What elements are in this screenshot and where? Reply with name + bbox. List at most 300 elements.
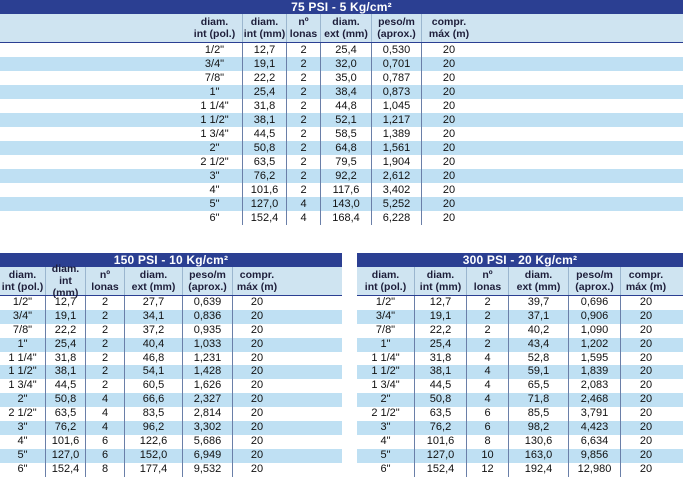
table-cell: 52,1: [321, 113, 372, 127]
table-cell: 2: [467, 338, 509, 352]
table-cell: 6: [467, 407, 509, 421]
table-cell: 6": [0, 463, 46, 477]
column-header: [187, 14, 243, 42]
table-cell: 1,904: [372, 155, 422, 169]
table-cell: 3": [187, 169, 243, 183]
table-row: [0, 324, 342, 338]
column-header: [125, 267, 183, 295]
table-cell: 152,4: [415, 463, 467, 477]
table-cell: 85,5: [509, 407, 569, 421]
table-row: [357, 463, 683, 477]
table-row: [0, 211, 683, 225]
table-row: [357, 449, 683, 463]
table-cell: 31,8: [415, 352, 467, 366]
table-cell: 12,7: [46, 296, 86, 310]
table-cell: 1,033: [183, 338, 233, 352]
table-cell: 6": [357, 463, 415, 477]
table-cell: 9,532: [183, 463, 233, 477]
table-cell: 127,0: [243, 197, 287, 211]
table-cell: 25,4: [321, 43, 372, 57]
column-header-line: peso/m: [189, 269, 226, 281]
table-row: [357, 435, 683, 449]
column-header: [243, 14, 287, 42]
table-cell: 39,7: [509, 296, 569, 310]
table-cell: 6,949: [183, 449, 233, 463]
column-header: [621, 267, 671, 295]
table-row: [0, 169, 683, 183]
table-cell: 63,5: [415, 407, 467, 421]
table-cell: 2: [287, 155, 321, 169]
table-cell: 1 3/4": [0, 379, 46, 393]
column-header-line: compr.: [431, 16, 467, 28]
table-cell: 4: [467, 365, 509, 379]
table-row: [0, 393, 342, 407]
table-cell: 152,0: [125, 449, 183, 463]
table-cell: 12: [467, 463, 509, 477]
table-row: [0, 352, 342, 366]
table-header: [0, 14, 683, 43]
column-header-line: compr.: [239, 269, 275, 281]
column-header-line: compr.: [628, 269, 664, 281]
table-cell: 0,836: [183, 310, 233, 324]
table-cell: 22,2: [46, 324, 86, 338]
table-cell: 3,791: [569, 407, 621, 421]
table-cell: 44,5: [46, 379, 86, 393]
table-cell: 2: [287, 57, 321, 71]
table-cell: 2 1/2": [187, 155, 243, 169]
table-cell: 20: [639, 296, 653, 308]
table-row: [0, 421, 342, 435]
table-cell: 1 1/4": [0, 352, 46, 366]
table-cell: 20: [442, 58, 456, 70]
table-cell: 20: [442, 156, 456, 168]
table-cell: 152,4: [46, 463, 86, 477]
table-cell: 6,634: [569, 435, 621, 449]
table-cell: 20: [250, 407, 264, 420]
table-cell: 3/4": [357, 310, 415, 324]
table-cell: 3,302: [183, 421, 233, 435]
table-cell: 2: [287, 113, 321, 127]
table-cell: 12,980: [569, 463, 621, 477]
table-cell: 27,7: [125, 296, 183, 310]
table-cell: 1 1/2": [357, 365, 415, 379]
table-row: [0, 365, 342, 379]
table-cell: 1/2": [187, 43, 243, 57]
table-cell: 101,6: [243, 183, 287, 197]
column-header-line: nº: [298, 16, 309, 28]
table-cell: 20: [250, 421, 264, 434]
table-cell: 5": [187, 197, 243, 211]
table-row: [0, 463, 342, 477]
table-cell: 2: [86, 352, 125, 366]
table-cell: 20: [442, 198, 456, 210]
table-cell: 2: [287, 183, 321, 197]
table-cell: 20: [639, 365, 653, 378]
table-header: [357, 267, 683, 296]
table-cell: 101,6: [415, 435, 467, 449]
table-cell: 40,2: [509, 324, 569, 338]
column-header: [422, 14, 476, 42]
table-cell: 2: [467, 296, 509, 310]
table-cell: 101,6: [46, 435, 86, 449]
table-cell: 44,5: [415, 379, 467, 393]
table-cell: 1 1/2": [0, 365, 46, 379]
table-cell: 2,814: [183, 407, 233, 421]
table-row: [0, 57, 683, 71]
column-header-line: int (mm): [52, 275, 79, 299]
table-cell: 4,423: [569, 421, 621, 435]
table-cell: 0,701: [372, 57, 422, 71]
table-cell: 2,327: [183, 393, 233, 407]
table-cell: 71,8: [509, 393, 569, 407]
table-cell: 25,4: [243, 85, 287, 99]
table-row: [357, 296, 683, 310]
table-cell: 7/8": [187, 71, 243, 85]
table-cell: 43,4: [509, 338, 569, 352]
table-cell: 1 1/4": [357, 352, 415, 366]
table-cell: 2: [86, 365, 125, 379]
column-header-line: (aprox.): [188, 281, 227, 293]
table-cell: 2": [357, 393, 415, 407]
table-cell: 2: [287, 43, 321, 57]
table-cell: 65,5: [509, 379, 569, 393]
table-cell: 37,1: [509, 310, 569, 324]
table-cell: 19,1: [415, 310, 467, 324]
column-header-line: máx (m): [625, 281, 667, 293]
table-cell: 2 1/2": [0, 407, 46, 421]
column-header-line: diam.: [139, 269, 168, 281]
table-cell: 4: [467, 379, 509, 393]
table-cell: 76,2: [243, 169, 287, 183]
table-cell: 3": [0, 421, 46, 435]
table-cell: 177,4: [125, 463, 183, 477]
table-cell: 1": [187, 85, 243, 99]
table-cell: 12,7: [243, 43, 287, 57]
table-cell: 3": [357, 421, 415, 435]
table-150-psi: [0, 253, 342, 477]
table-cell: 20: [442, 44, 456, 56]
table-row: [0, 407, 342, 421]
table-cell: 1,428: [183, 365, 233, 379]
table-cell: 60,5: [125, 379, 183, 393]
column-header-line: diam.: [371, 269, 400, 281]
column-header: [415, 267, 467, 295]
table-cell: 79,5: [321, 155, 372, 169]
table-cell: 20: [639, 434, 653, 447]
table-cell: 127,0: [415, 449, 467, 463]
table-cell: 2: [86, 338, 125, 352]
column-header: [509, 267, 569, 295]
table-cell: 4: [467, 352, 509, 366]
table-cell: 20: [250, 337, 264, 350]
table-cell: 19,1: [46, 310, 86, 324]
table-cell: 4": [0, 435, 46, 449]
table-cell: 1,231: [183, 352, 233, 366]
table-cell: 6: [467, 421, 509, 435]
table-cell: 20: [639, 323, 653, 336]
table-cell: 7/8": [0, 324, 46, 338]
table-cell: 2: [86, 310, 125, 324]
table-cell: 20: [250, 365, 264, 378]
table-cell: 83,5: [125, 407, 183, 421]
table-row: [0, 296, 342, 310]
table-row: [0, 197, 683, 211]
table-cell: 1/2": [0, 296, 46, 310]
table-cell: 1": [0, 338, 46, 352]
table-cell: 96,2: [125, 421, 183, 435]
column-header: [86, 267, 125, 295]
table-row: [357, 393, 683, 407]
table-cell: 4: [86, 393, 125, 407]
table-row: [0, 85, 683, 99]
table-title: 75 PSI - 5 Kg/cm²: [0, 0, 683, 14]
table-cell: 46,8: [125, 352, 183, 366]
table-cell: 20: [250, 379, 264, 392]
table-cell: 20: [639, 407, 653, 420]
table-cell: 1,389: [372, 127, 422, 141]
column-header: [287, 14, 321, 42]
column-header: [0, 267, 46, 295]
table-row: [0, 310, 342, 324]
table-cell: 9,856: [569, 449, 621, 463]
table-cell: 0,530: [372, 43, 422, 57]
table-row: [0, 183, 683, 197]
table-row: [357, 365, 683, 379]
column-header-line: (aprox.): [377, 28, 416, 40]
table-cell: 1,839: [569, 365, 621, 379]
table-cell: 2: [287, 141, 321, 155]
table-cell: 1,202: [569, 338, 621, 352]
table-cell: 10: [467, 449, 509, 463]
table-cell: 1 3/4": [187, 127, 243, 141]
table-cell: 1,217: [372, 113, 422, 127]
column-header-line: int (mm): [419, 281, 462, 293]
table-row: [357, 310, 683, 324]
table-cell: 122,6: [125, 435, 183, 449]
table-cell: 2: [86, 296, 125, 310]
table-cell: 20: [639, 309, 653, 322]
table-cell: 143,0: [321, 197, 372, 211]
table-cell: 50,8: [243, 141, 287, 155]
column-header-line: ext (mm): [131, 281, 176, 293]
column-header-line: int (pol.): [1, 281, 44, 293]
table-cell: 1 1/4": [187, 99, 243, 113]
table-cell: 3/4": [0, 310, 46, 324]
table-cell: 0,873: [372, 85, 422, 99]
column-header-line: lonas: [473, 281, 502, 293]
table-cell: 25,4: [415, 338, 467, 352]
column-header-line: diam.: [426, 269, 455, 281]
table-cell: 4": [187, 183, 243, 197]
column-header: [357, 267, 415, 295]
table-cell: 20: [250, 351, 264, 364]
column-header-line: diam.: [8, 269, 37, 281]
table-cell: 0,935: [183, 324, 233, 338]
table-cell: 4: [86, 421, 125, 435]
table-cell: 2: [287, 127, 321, 141]
table-row: [357, 352, 683, 366]
table-cell: 5,252: [372, 197, 422, 211]
table-cell: 58,5: [321, 127, 372, 141]
column-header-line: diam.: [250, 16, 279, 28]
table-cell: 2 1/2": [357, 407, 415, 421]
table-cell: 20: [442, 184, 456, 196]
column-header: [467, 267, 509, 295]
table-cell: 54,1: [125, 365, 183, 379]
column-header: [372, 14, 422, 42]
table-cell: 2: [86, 379, 125, 393]
table-cell: 4: [86, 407, 125, 421]
table-75-psi: [0, 0, 683, 225]
column-header-line: lonas: [289, 28, 318, 40]
column-header-line: (aprox.): [575, 281, 614, 293]
table-cell: 163,0: [509, 449, 569, 463]
table-cell: 4: [467, 393, 509, 407]
table-cell: 20: [442, 72, 456, 84]
table-cell: 6: [86, 449, 125, 463]
table-row: [0, 379, 342, 393]
table-row: [357, 407, 683, 421]
column-header-line: diam.: [51, 263, 80, 275]
table-cell: 20: [442, 142, 456, 154]
table-row: [357, 338, 683, 352]
table-row: [357, 379, 683, 393]
column-header-line: máx (m): [428, 28, 470, 40]
table-cell: 44,5: [243, 127, 287, 141]
table-row: [0, 43, 683, 57]
table-cell: 20: [250, 448, 264, 461]
column-header-line: diam.: [332, 16, 360, 28]
table-cell: 0,696: [569, 296, 621, 310]
table-row: [0, 435, 342, 449]
table-cell: 52,8: [509, 352, 569, 366]
table-cell: 31,8: [243, 99, 287, 113]
table-cell: 8: [467, 435, 509, 449]
table-cell: 6": [187, 211, 243, 225]
table-cell: 3,402: [372, 183, 422, 197]
table-cell: 0,787: [372, 71, 422, 85]
column-header-line: peso/m: [378, 16, 415, 28]
table-cell: 64,8: [321, 141, 372, 155]
column-header: [233, 267, 281, 295]
column-header-line: peso/m: [576, 269, 613, 281]
table-300-psi: [357, 253, 683, 477]
table-cell: 127,0: [46, 449, 86, 463]
table-cell: 20: [639, 462, 653, 475]
table-cell: 1,090: [569, 324, 621, 338]
table-cell: 20: [442, 128, 456, 140]
table-row: [0, 141, 683, 155]
table-cell: 4: [287, 197, 321, 211]
table-row: [357, 421, 683, 435]
table-cell: 20: [639, 421, 653, 434]
table-cell: 2,612: [372, 169, 422, 183]
table-cell: 1": [357, 338, 415, 352]
column-header: [569, 267, 621, 295]
table-cell: 20: [250, 323, 264, 336]
table-cell: 31,8: [46, 352, 86, 366]
table-cell: 5": [0, 449, 46, 463]
table-cell: 2": [187, 141, 243, 155]
table-cell: 63,5: [243, 155, 287, 169]
table-cell: 1 3/4": [357, 379, 415, 393]
table-cell: 1 1/2": [187, 113, 243, 127]
column-header-line: lonas: [91, 281, 119, 293]
table-cell: 2: [287, 85, 321, 99]
table-cell: 1,561: [372, 141, 422, 155]
table-cell: 20: [250, 309, 264, 322]
table-cell: 12,7: [415, 296, 467, 310]
table-cell: 2: [467, 324, 509, 338]
table-cell: 0,639: [183, 296, 233, 310]
table-cell: 20: [639, 393, 653, 406]
table-cell: 44,8: [321, 99, 372, 113]
table-cell: 0,906: [569, 310, 621, 324]
column-header-line: nº: [99, 269, 111, 281]
table-cell: 40,4: [125, 338, 183, 352]
table-cell: 50,8: [415, 393, 467, 407]
table-cell: 2: [86, 324, 125, 338]
table-cell: 38,1: [46, 365, 86, 379]
table-row: [0, 99, 683, 113]
table-row: [0, 155, 683, 169]
table-cell: 20: [250, 296, 264, 308]
table-cell: 5": [357, 449, 415, 463]
table-cell: 20: [639, 448, 653, 461]
table-cell: 22,2: [243, 71, 287, 85]
table-cell: 4": [357, 435, 415, 449]
column-header-line: máx (m): [236, 281, 278, 293]
table-cell: 192,4: [509, 463, 569, 477]
table-cell: 66,6: [125, 393, 183, 407]
column-header-line: int (pol.): [364, 281, 407, 293]
column-header-line: int (mm): [243, 28, 286, 40]
table-cell: 20: [250, 462, 264, 475]
table-cell: 1/2": [357, 296, 415, 310]
table-cell: 92,2: [321, 169, 372, 183]
table-cell: 38,4: [321, 85, 372, 99]
table-cell: 32,0: [321, 57, 372, 71]
table-cell: 20: [442, 100, 456, 112]
table-cell: 38,1: [415, 365, 467, 379]
table-row: [357, 324, 683, 338]
table-cell: 1,595: [569, 352, 621, 366]
table-cell: 2": [0, 393, 46, 407]
column-header-line: nº: [482, 269, 493, 281]
table-cell: 20: [639, 337, 653, 350]
table-cell: 2: [467, 310, 509, 324]
table-cell: 6: [86, 435, 125, 449]
table-cell: 5,686: [183, 435, 233, 449]
table-row: [0, 338, 342, 352]
table-cell: 25,4: [46, 338, 86, 352]
column-header: [183, 267, 233, 295]
table-cell: 117,6: [321, 183, 372, 197]
table-cell: 3/4": [187, 57, 243, 71]
table-cell: 34,1: [125, 310, 183, 324]
table-row: [0, 71, 683, 85]
table-cell: 2: [287, 99, 321, 113]
table-cell: 20: [442, 212, 456, 224]
table-cell: 2: [287, 169, 321, 183]
table-cell: 20: [442, 114, 456, 126]
table-cell: 20: [250, 434, 264, 447]
table-row: [0, 113, 683, 127]
column-header: [46, 263, 86, 299]
table-cell: 20: [442, 86, 456, 98]
table-cell: 2,468: [569, 393, 621, 407]
table-row: [0, 449, 342, 463]
